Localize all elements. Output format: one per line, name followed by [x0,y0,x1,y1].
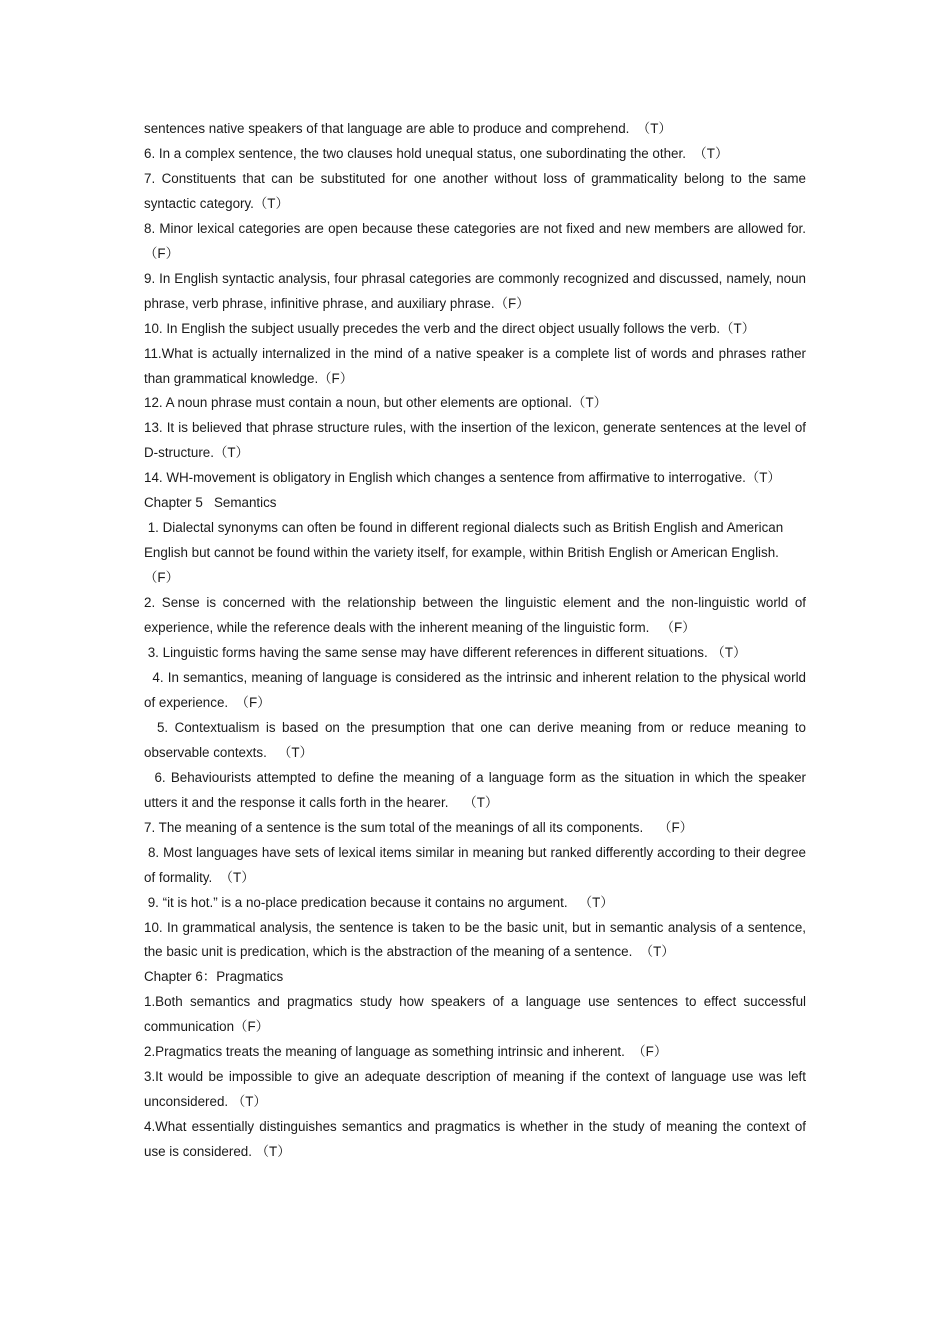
paragraph: 2. Sense is concerned with the relationship between the linguistic element and the non-linguistic world of experience, while the reference deals with the inherent meaning of the linguistic form. （F） [144,595,810,636]
paragraph: 1. Dialectal synonyms can often be found in different regional dialects such as British English and American English but cannot be found within the variety itself, for example, within British English or American English. （F） [144,520,791,586]
paragraph: 14. WH-movement is obligatory in English which changes a sentence from affirmative to interrogative.（T） [144,470,781,486]
paragraph: 4. In semantics, meaning of language is considered as the intrinsic and inherent relation to the physical world of experience. （F） [144,669,810,710]
paragraph: 6. In a complex sentence, the two clauses hold unequal status, one subordinating the other. （T） [144,145,729,161]
paragraph: 10. In grammatical analysis, the sentence is taken to be the basic unit, but in semantic analysis of a sentence, the basic unit is predication, which is the abstraction of the meaning of a sentence. （T） [144,919,810,960]
paragraph: 9. In English syntactic analysis, four phrasal categories are commonly recognized and discussed, namely, noun phrase, verb phrase, infinitive phrase, and auxiliary phrase.（F） [144,270,810,311]
paragraph: 6. Behaviourists attempted to define the meaning of a language form as the situation in which the speaker utters it and the response it calls forth in the hearer. （T） [144,769,810,810]
paragraph: 10. In English the subject usually precedes the verb and the direct object usually follows the verb.（T） [144,320,756,336]
paragraph: 8. Most languages have sets of lexical items similar in meaning but ranked differently according to their degree of formality. （T） [144,844,810,885]
paragraph: 5. Contextualism is based on the presumption that one can derive meaning from or reduce meaning to observable contexts. （T） [144,719,810,760]
paragraph: 3. Linguistic forms having the same sense may have different references in different situations. （T） [144,645,747,661]
chapter-heading: Chapter 5 Semantics [144,495,277,511]
paragraph: 9. “it is hot.” is a no-place predication because it contains no argument. （T） [144,894,614,910]
paragraph: 12. A noun phrase must contain a noun, but other elements are optional.（T） [144,395,608,411]
paragraph: 8. Minor lexical categories are open because these categories are not fixed and new members are allowed for.（F） [144,220,806,261]
document-page [144,117,810,1165]
paragraph: 1.Both semantics and pragmatics study how speakers of a language use sentences to effect successful communication（F） [144,994,810,1035]
paragraph: 13. It is believed that phrase structure rules, with the insertion of the lexicon, generate sentences at the level of D-structure.（T） [144,420,810,461]
paragraph: 7. Constituents that can be substituted for one another without loss of grammaticality belong to the same syntactic category.（T） [144,170,810,211]
chapter-heading: Chapter 6：Pragmatics [144,969,284,985]
paragraph: 4.What essentially distinguishes semantics and pragmatics is whether in the study of meaning the context of use is considered. （T） [144,1119,810,1160]
paragraph: sentences native speakers of that language are able to produce and comprehend. （T） [144,121,672,136]
paragraph: 3.It would be impossible to give an adequate description of meaning if the context of language use was left unconsidered. （T） [144,1069,810,1110]
paragraph: 7. The meaning of a sentence is the sum total of the meanings of all its components. （F） [144,819,694,835]
paragraph: 11.What is actually internalized in the mind of a native speaker is a complete list of words and phrases rather than grammatical knowledge.（F） [144,345,810,386]
paragraph: 2.Pragmatics treats the meaning of language as something intrinsic and inherent. （F） [144,1044,668,1060]
